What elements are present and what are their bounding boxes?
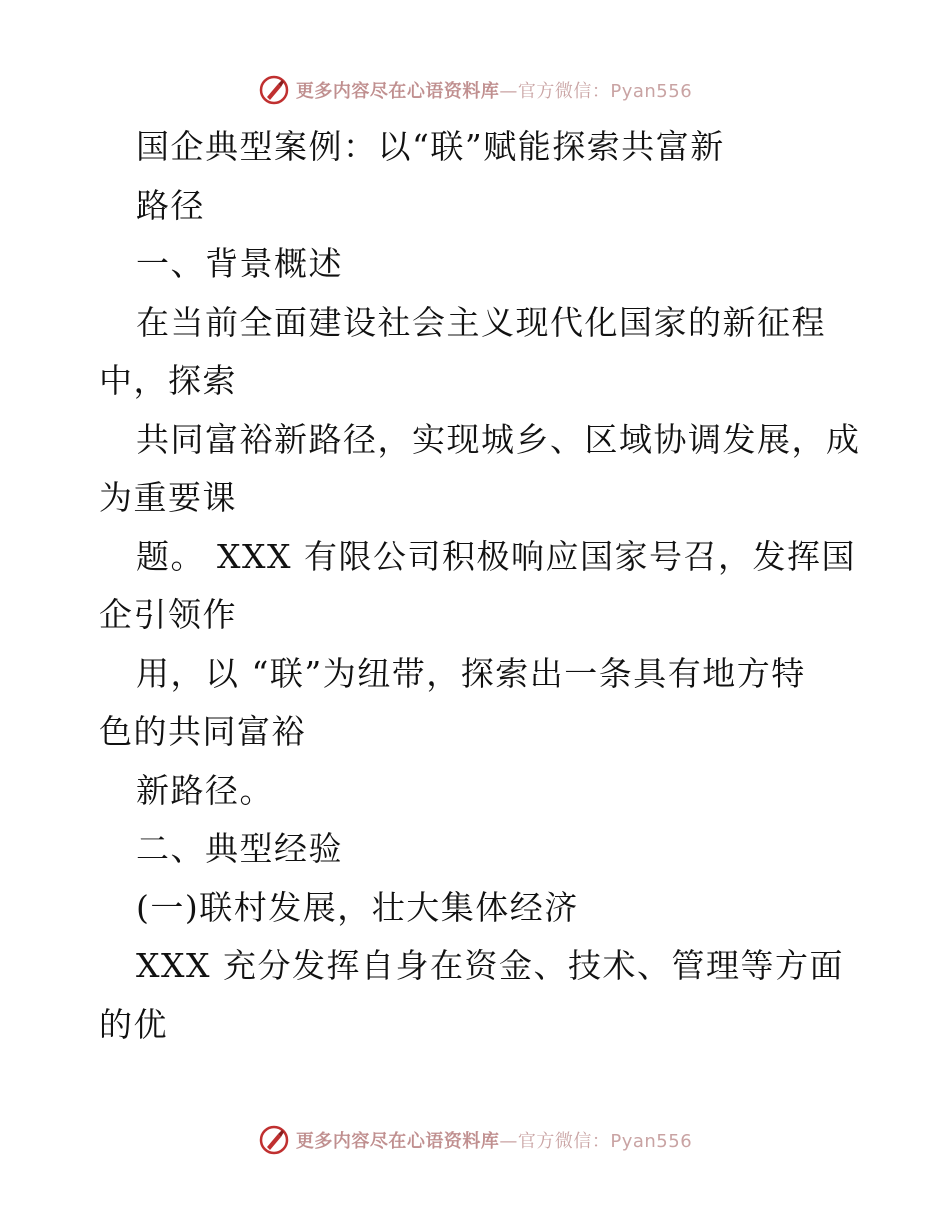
document-body bbox=[99, 118, 859, 1054]
footer-separator: — bbox=[499, 1131, 518, 1152]
document-line: 的优 bbox=[99, 1004, 168, 1044]
footer-watermark-banner bbox=[0, 1120, 950, 1160]
document-line: 国企典型案例：以“联”赋能探索共富新 bbox=[136, 127, 725, 166]
document-line: 路径 bbox=[136, 185, 205, 225]
document-line: 用，以 “联”为纽带，探索出一条具有地方特 bbox=[136, 653, 806, 693]
footer-contact-text: 官方微信：Pyan556 bbox=[517, 1131, 693, 1152]
pen-in-circle-icon bbox=[258, 74, 290, 106]
document-line: 共同富裕新路径，实现城乡、区域协调发展，成 bbox=[136, 419, 861, 459]
header-brand-text: 更多内容尽在心语资料库 bbox=[295, 81, 500, 102]
document-line: 企引领作 bbox=[99, 595, 237, 634]
document-line: 为重要课 bbox=[99, 478, 237, 517]
document-line: 题。 XXX 有限公司积极响应国家号召，发挥国 bbox=[136, 536, 856, 576]
header-separator: — bbox=[499, 81, 518, 102]
document-line: (一)联村发展，壮大集体经济 bbox=[136, 887, 579, 927]
document-line: XXX 充分发挥自身在资金、技术、管理等方面 bbox=[136, 946, 844, 985]
header-contact-text: 官方微信：Pyan556 bbox=[517, 81, 693, 102]
document-line: 在当前全面建设社会主义现代化国家的新征程 bbox=[136, 302, 826, 342]
document-line: 一、背景概述 bbox=[136, 244, 343, 283]
document-line: 新路径。 bbox=[136, 770, 274, 810]
pen-in-circle-icon bbox=[258, 1124, 290, 1156]
document-line: 二、典型经验 bbox=[136, 829, 343, 868]
header-watermark-banner bbox=[0, 70, 950, 110]
footer-watermark-text bbox=[296, 1127, 692, 1153]
footer-brand-text: 更多内容尽在心语资料库 bbox=[295, 1131, 500, 1152]
document-line: 中，探索 bbox=[99, 361, 237, 400]
header-watermark-text bbox=[296, 77, 692, 103]
document-line: 色的共同富裕 bbox=[99, 712, 306, 751]
